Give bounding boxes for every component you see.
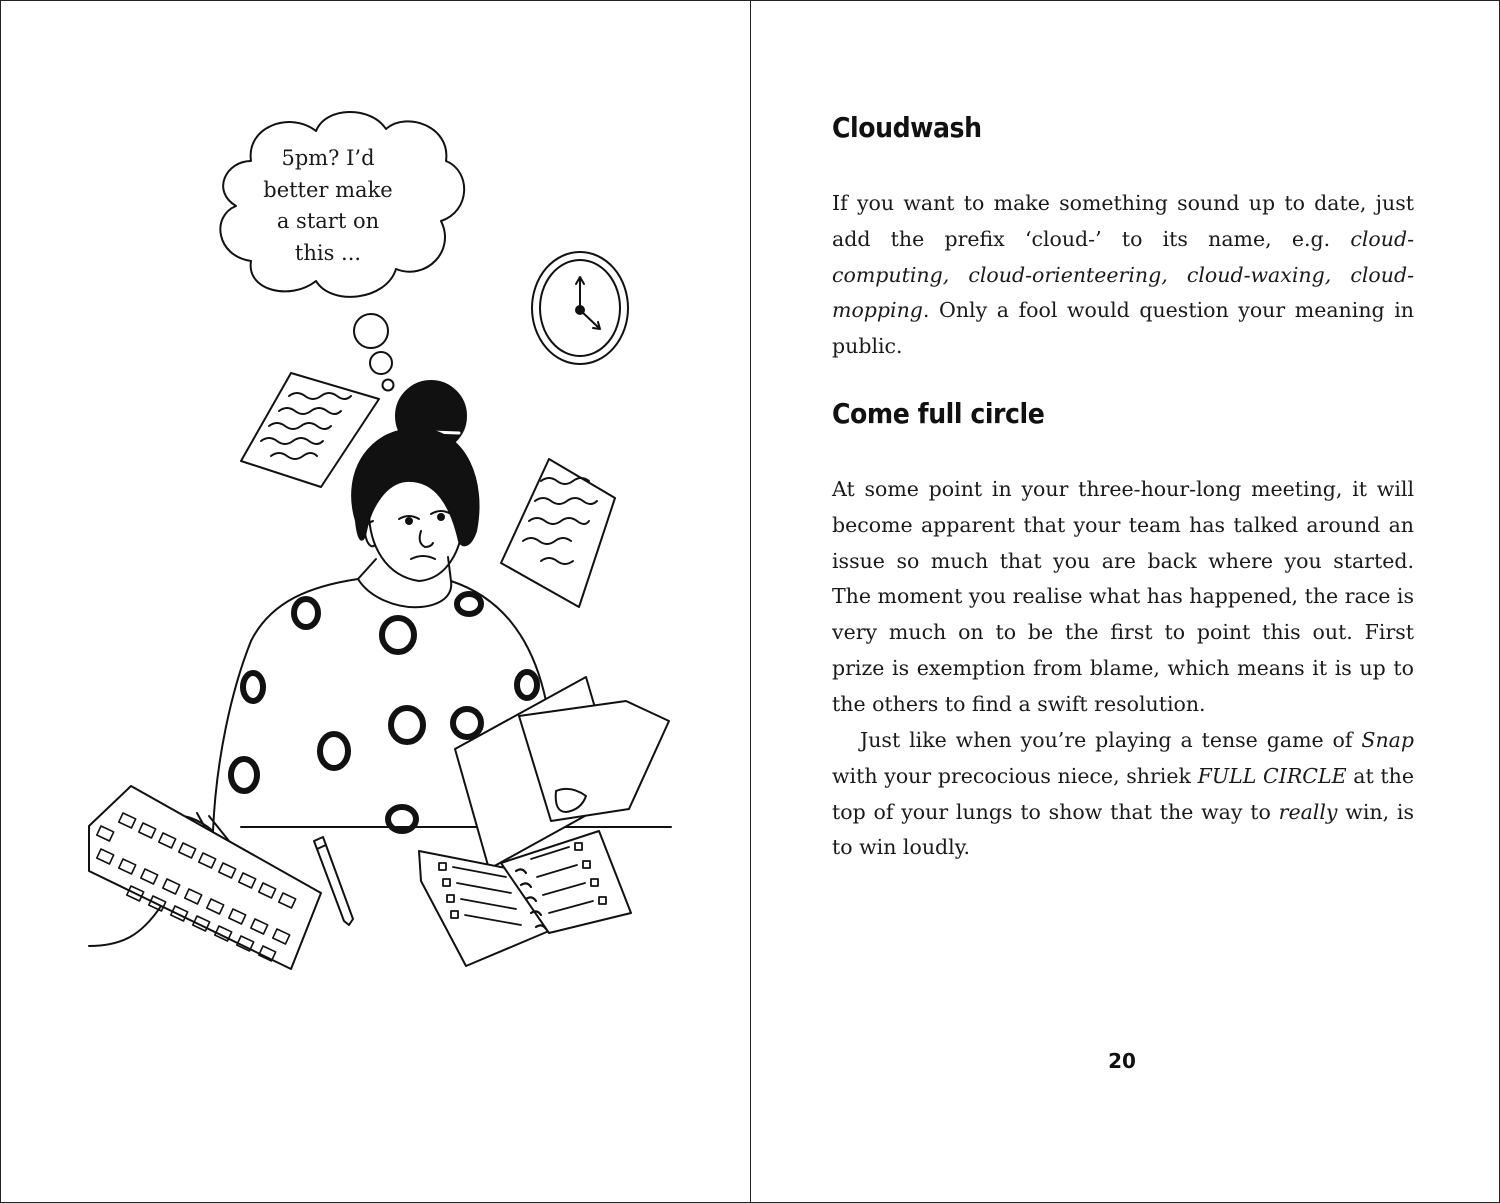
left-page — [1, 1, 751, 1202]
pen-icon — [314, 837, 353, 925]
paragraph-text: . Only a fool would question your meaning in public. — [832, 298, 1414, 359]
section-heading-cloudwash: Cloudwash — [832, 111, 982, 144]
page-number: 20 — [1108, 1049, 1136, 1073]
thought-bubble-text — [245, 143, 411, 269]
paragraph-text: win, is to win loudly. — [832, 799, 1414, 860]
paragraph-text: If you want to make something sound up to date, just add the prefix ‘cloud-’ to its name, e.g. — [832, 191, 1414, 251]
thought-line: better make — [263, 177, 393, 202]
keyboard-icon — [89, 786, 321, 969]
section-heading-come-full-circle: Come full circle — [832, 397, 1045, 430]
cloudwash-paragraph — [832, 186, 1414, 365]
paragraph-italic: cloud-computing, cloud-orienteering, cloud-waxing, cloud-mopping — [832, 226, 1414, 323]
paragraph-text: at the top of your lungs to show that the way to — [832, 763, 1414, 824]
floating-paper-icon — [501, 459, 615, 607]
thought-line: 5pm? I’d — [281, 146, 375, 170]
document-icon — [455, 677, 669, 869]
ring-binder-notebook-icon — [419, 831, 631, 966]
page-gutter — [750, 1, 751, 1202]
paragraph-italic: FULL CIRCLE — [1197, 763, 1347, 788]
right-page — [752, 1, 1499, 1202]
paragraph-text: Just like when you’re playing a tense game of — [860, 728, 1362, 752]
paragraph-text: with your precocious niece, shriek — [832, 763, 1198, 788]
paragraph-italic: Snap — [1361, 728, 1414, 752]
wall-clock-icon — [532, 252, 628, 364]
full-circle-paragraph-1: At some point in your three-hour-long meeting, it will become apparent that your team has talked around an issue so much that you are back where you started. The moment you realise what has happened, the race is very much on to be the first to point this out. First prize is exemption from blame, which means it is up to the others to find a swift resolution. — [832, 477, 1414, 716]
full-circle-paragraph-2 — [832, 723, 1414, 866]
thought-line: this ... — [294, 240, 362, 265]
paragraph-italic: really — [1278, 799, 1338, 824]
thought-line: a start on — [276, 209, 380, 233]
